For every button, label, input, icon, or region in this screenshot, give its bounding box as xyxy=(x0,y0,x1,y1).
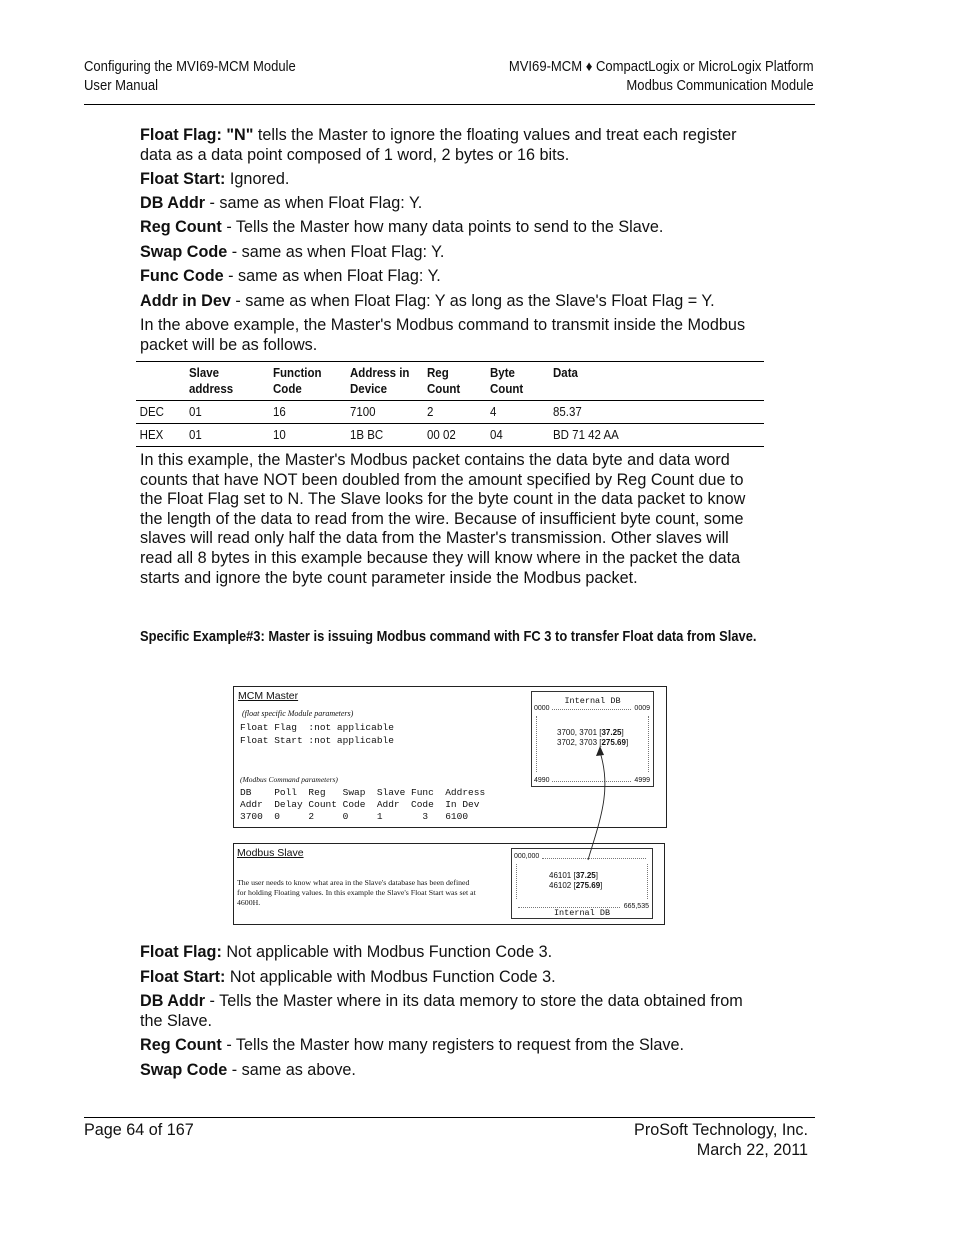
table-cell: 7100 xyxy=(350,405,376,419)
command-values: 3700 0 2 0 1 3 6100 xyxy=(240,811,469,822)
slave-db-end: 665,535 xyxy=(623,903,649,910)
float-flag-line: Float Flag :not applicable xyxy=(240,722,394,733)
param-reg-count-fc3: Reg Count - Tells the Master how many registers to request from the Slave. xyxy=(140,1036,684,1054)
param-func-code: Func Code - same as when Float Flag: Y. xyxy=(140,267,441,285)
table-cell: 01 xyxy=(189,405,202,419)
packet-table xyxy=(136,361,764,447)
param-float-start-fc3: Float Start: Not applicable with Modbus Function Code 3. xyxy=(140,968,556,986)
intro-packet-text: In the above example, the Master's Modbus command to transmit inside the Modbus packet will be as follows. xyxy=(140,316,746,354)
table-header-cell xyxy=(136,362,185,401)
table-cell: BD 71 42 AA xyxy=(553,428,619,442)
arrowhead-icon xyxy=(596,746,604,756)
table-cell: 01 xyxy=(189,428,202,442)
table-row xyxy=(136,401,764,424)
footer-right xyxy=(634,1120,808,1160)
slave-db-line-1: 46101 [37.25] xyxy=(549,871,598,880)
explanation-text: In this example, the Master's Modbus packet contains the data byte and data word counts that have NOT been doubled from the amount specified by Reg Count due to the Float Flag set to N. The Slave looks for the byte count in the data packet to know the length of the data to read from the wire. Because of insufficient byte count, some slaves will read only half the data from the Master's transmission. Other slaves will read all 8 bytes in this example because they will know where in the packet the data starts and ignore the byte count parameter inside the Modbus packet. xyxy=(140,451,746,587)
header-product: MVI69-MCM ♦ CompactLogix or MicroLogix Platform xyxy=(509,59,814,75)
command-header-2: Addr Delay Count Code Addr Code In Dev xyxy=(240,799,480,810)
command-header-1: DB Poll Reg Swap Slave Func Address xyxy=(240,787,486,798)
dotted-rule xyxy=(647,864,648,899)
param-float-flag-fc3: Float Flag: Not applicable with Modbus Function Code 3. xyxy=(140,943,553,961)
header-right xyxy=(509,58,814,96)
slave-note: The user needs to know what area in the Slave's database has been defined for holding Floating values. In this example the Slave's Float Start was set at 4600H. xyxy=(237,878,476,907)
header-rule xyxy=(84,104,815,105)
table-cell: 1B BC xyxy=(350,428,384,442)
slave-db-start: 000,000 xyxy=(514,853,540,860)
mcm-master-title: MCM Master xyxy=(238,690,299,702)
table-header-cell: Reg Count xyxy=(427,366,461,396)
param-reg-count: Reg Count - Tells the Master how many data points to send to the Slave. xyxy=(140,218,664,236)
section-heading: Specific Example#3: Master is issuing Modbus command with FC 3 to transfer Float data from Slave. xyxy=(140,628,757,645)
page-number: Page 64 of 167 xyxy=(84,1121,194,1139)
table-cell: 00 02 xyxy=(427,428,456,442)
header-module: Modbus Communication Module xyxy=(626,78,814,94)
param-swap-code: Swap Code - same as when Float Flag: Y. xyxy=(140,243,445,261)
table-row xyxy=(136,424,764,447)
dotted-rule xyxy=(536,716,537,772)
master-db-start: 0000 xyxy=(534,705,550,712)
dotted-rule xyxy=(552,709,631,710)
modbus-slave-title: Modbus Slave xyxy=(237,847,304,859)
table-header-cell: Data xyxy=(553,366,578,380)
transfer-arrow xyxy=(560,730,620,870)
table-cell: DEC xyxy=(139,405,164,419)
param-db-addr: DB Addr - same as when Float Flag: Y. xyxy=(140,194,423,212)
dotted-rule xyxy=(516,864,517,899)
master-db-bottom-right: 4999 xyxy=(634,777,650,784)
dotted-rule xyxy=(648,716,649,772)
table-header-cell: Address in Device xyxy=(350,366,410,396)
master-db-title: Internal DB xyxy=(564,696,621,706)
table-cell: 10 xyxy=(273,428,286,442)
table-header-row xyxy=(136,362,764,401)
master-db-bottom-left: 4990 xyxy=(534,777,550,784)
table-cell: 4 xyxy=(490,405,497,419)
param-float-flag-n: Float Flag: "N" tells the Master to ignore the floating values and treat each register data as a data point composed of 1 word, 2 bytes or 16 bits. xyxy=(140,126,737,164)
header-manual-title: Configuring the MVI69-MCM Module xyxy=(84,59,296,75)
header-left xyxy=(84,58,296,96)
slave-db-title: Internal DB xyxy=(553,908,611,918)
table-cell: 2 xyxy=(427,405,434,419)
param-swap-code-fc3: Swap Code - same as above. xyxy=(140,1061,356,1079)
slave-db-line-2: 46102 [275.69] xyxy=(549,881,603,890)
table-cell: 85.37 xyxy=(553,405,582,419)
table-cell: 04 xyxy=(490,428,503,442)
master-db-line-2: 3702, 3703 [275.69] xyxy=(557,738,629,747)
footer-rule xyxy=(84,1117,815,1118)
transfer-arrow-line xyxy=(588,752,605,860)
param-db-addr-fc3: DB Addr - Tells the Master where in its data memory to store the data obtained from the Slave. xyxy=(140,992,743,1030)
company-name: ProSoft Technology, Inc. xyxy=(634,1121,808,1139)
master-db-line-1: 3700, 3701 [37.25] xyxy=(557,728,624,737)
publish-date: March 22, 2011 xyxy=(696,1141,808,1159)
header-manual-subtitle: User Manual xyxy=(84,78,158,94)
table-header-cell: Slave address xyxy=(189,366,234,396)
table-header-cell: Byte Count xyxy=(490,366,524,396)
table-cell: HEX xyxy=(139,428,164,442)
table-cell: 16 xyxy=(273,405,286,419)
param-addr-in-dev: Addr in Dev - same as when Float Flag: Y as long as the Slave's Float Flag = Y. xyxy=(140,292,715,310)
master-params-note: (float specific Module parameters) xyxy=(242,709,354,718)
master-db-end-top: 0009 xyxy=(634,705,650,712)
float-start-line: Float Start :not applicable xyxy=(240,735,394,746)
command-params-note: (Modbus Command parameters) xyxy=(240,775,338,784)
table-header-cell: Function Code xyxy=(273,366,322,396)
param-float-start: Float Start: Ignored. xyxy=(140,170,290,188)
